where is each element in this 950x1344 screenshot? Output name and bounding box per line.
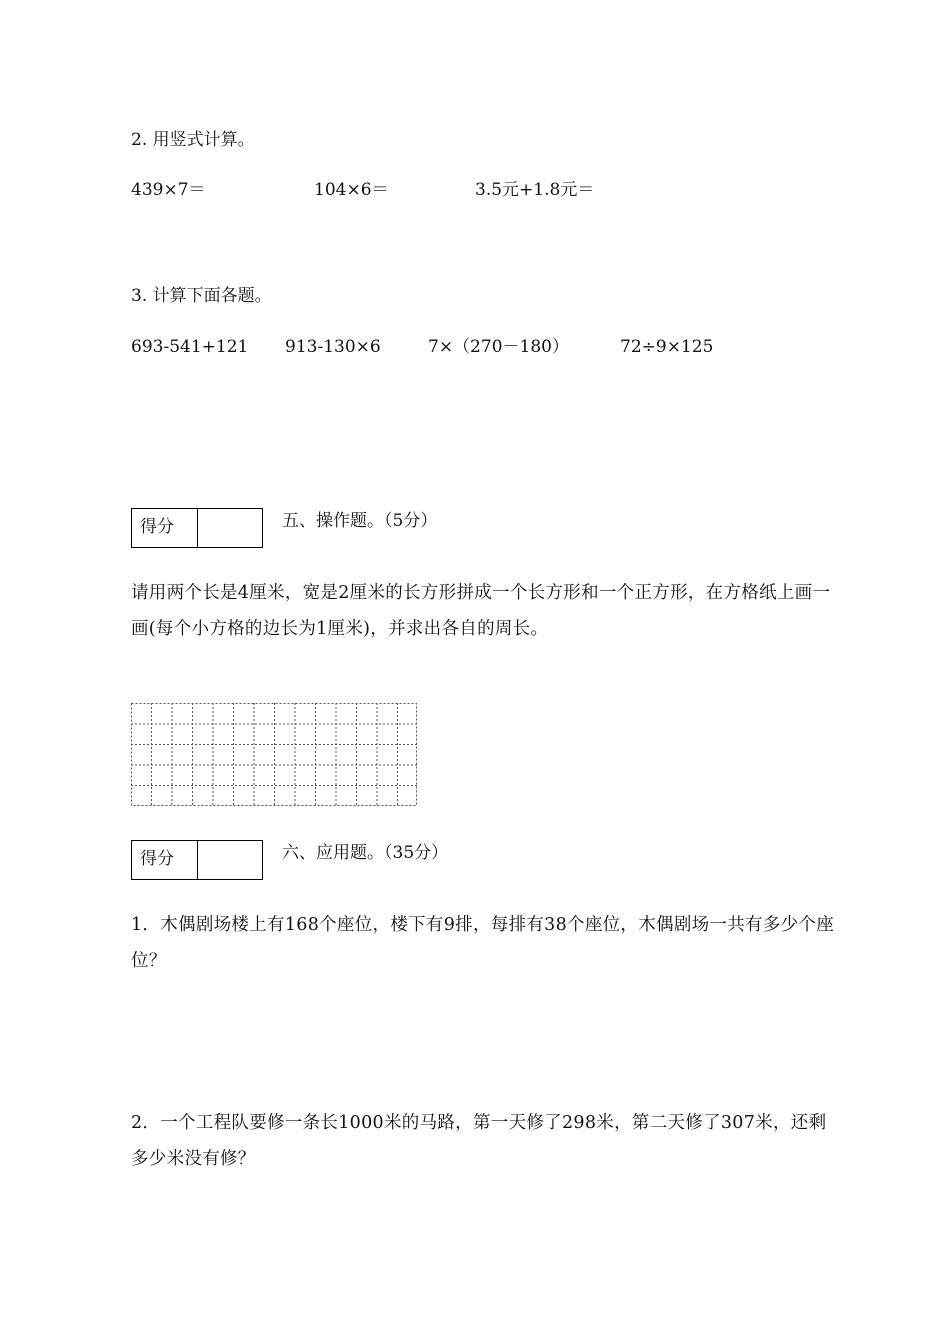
score-blank: [198, 509, 262, 547]
compute-problem-3: 7×（270－180）: [428, 337, 569, 357]
section-2-heading: 2. 用竖式计算。: [131, 130, 255, 150]
score-label: 得分: [132, 841, 198, 879]
part-5-title: 五、操作题。（5分）: [282, 511, 438, 531]
score-box-part-5: [131, 508, 263, 548]
score-box-part-6: [131, 840, 263, 880]
calc-problem-1: 439×7＝: [131, 180, 206, 200]
part-6-question-1: 1．木偶剧场楼上有168个座位，楼下有9排，每排有38个座位，木偶剧场一共有多少个座位？: [131, 915, 835, 971]
part-5-instruction: 请用两个长是4厘米，宽是2厘米的长方形拼成一个长方形和一个正方形，在方格纸上画一画(每个小方格的边长为1厘米)，并求出各自的周长。: [131, 583, 831, 639]
part-6-title: 六、应用题。（35分）: [282, 843, 449, 863]
compute-problem-4: 72÷9×125: [620, 337, 714, 357]
compute-problem-1: 693-541+121: [131, 337, 249, 357]
score-blank: [198, 841, 262, 879]
section-3-heading: 3. 计算下面各题。: [131, 286, 272, 306]
calc-problem-3: 3.5元+1.8元＝: [475, 180, 595, 200]
compute-problem-2: 913-130×6: [285, 337, 381, 357]
score-label: 得分: [132, 509, 198, 547]
grid-paper: [131, 703, 418, 807]
part-6-question-2: 2．一个工程队要修一条长1000米的马路，第一天修了298米，第二天修了307米，还剩多少米没有修？: [131, 1113, 827, 1169]
calc-problem-2: 104×6＝: [314, 180, 389, 200]
